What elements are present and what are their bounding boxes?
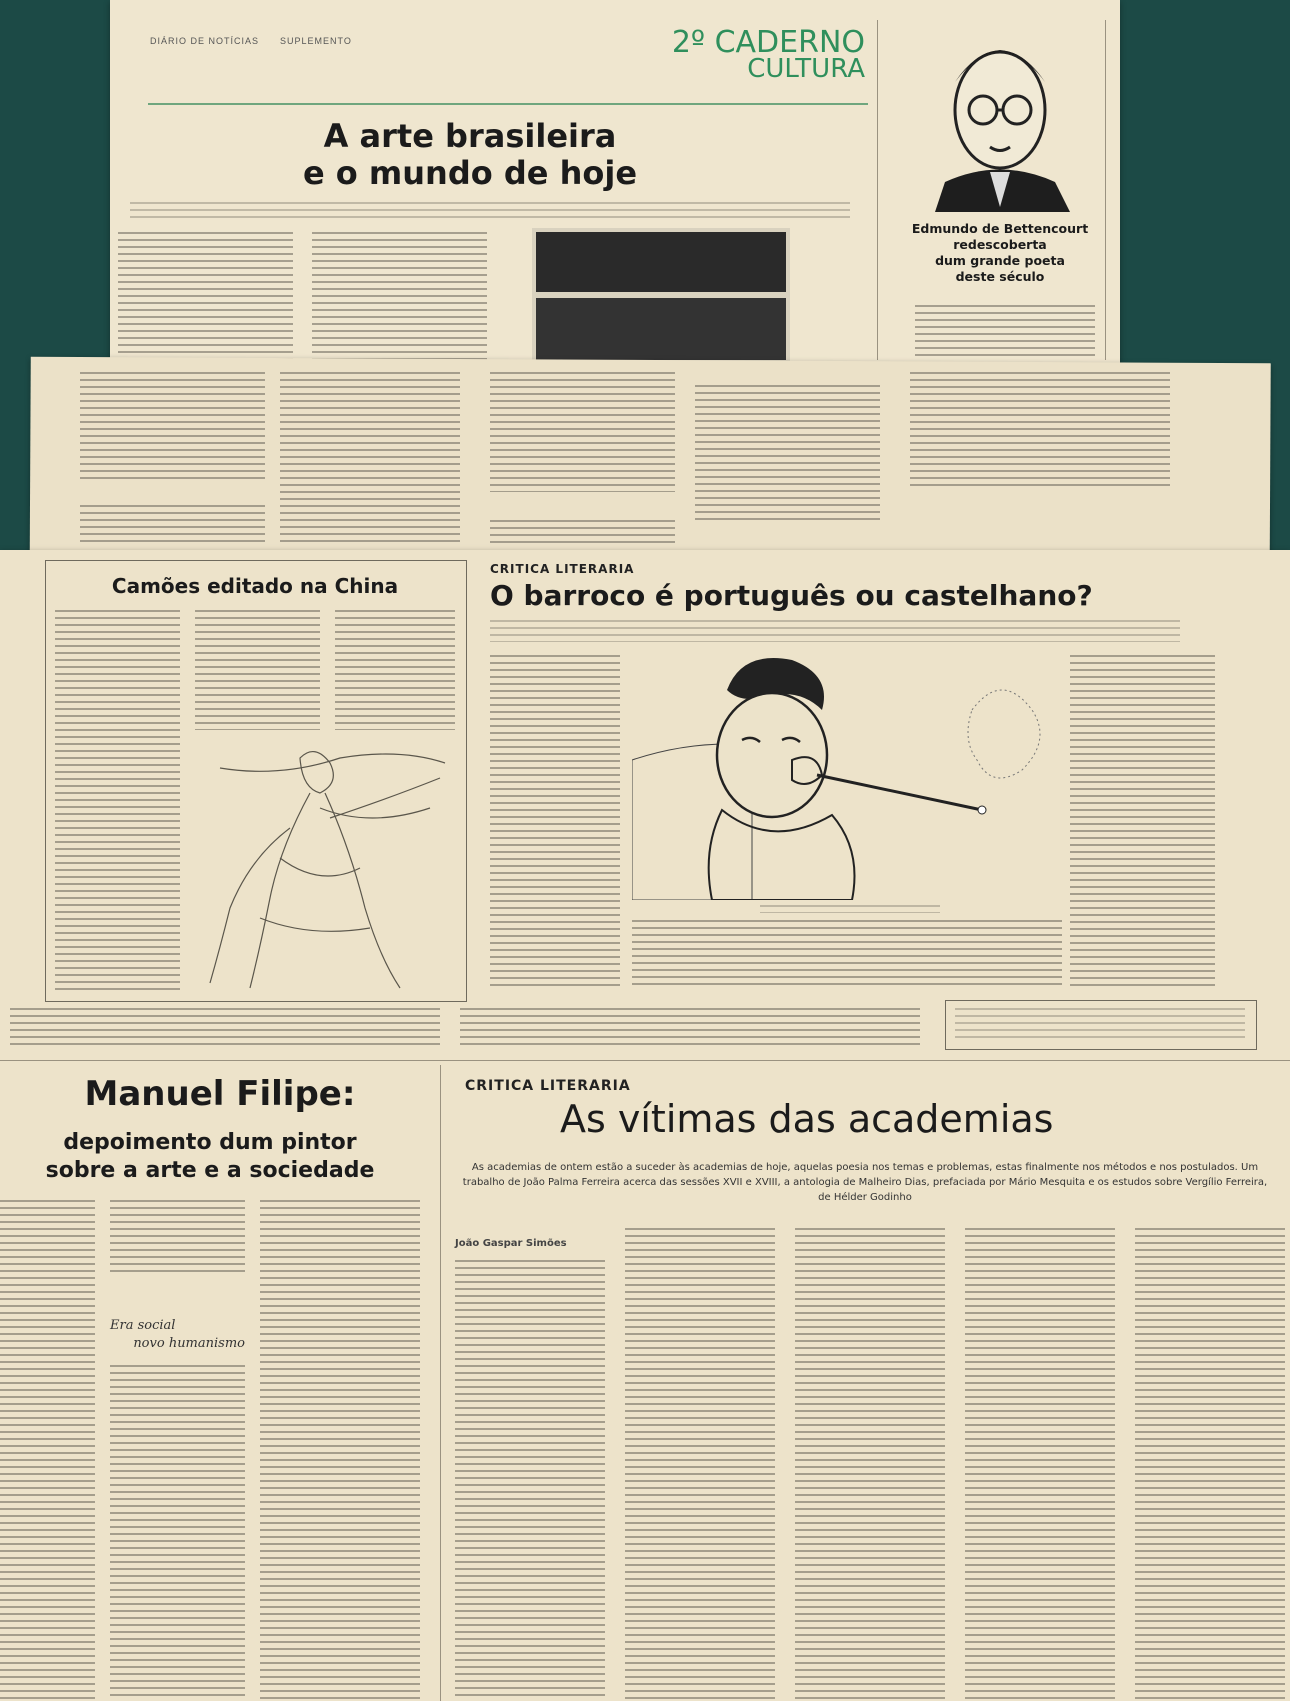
headline-bettencourt-4: deste século: [955, 269, 1045, 284]
text-column: [260, 1200, 420, 1700]
sub-filipe-1: depoimento dum pintor: [63, 1130, 357, 1155]
headline-filipe: Manuel Filipe:: [84, 1074, 356, 1114]
section-caderno: 2º CADERNO: [671, 25, 865, 60]
text-column: [0, 1200, 95, 1700]
byline-vitimas: João Gaspar Simões: [455, 1238, 567, 1249]
headline-camoes: Camões editado na China: [111, 574, 399, 598]
text-column: [795, 1228, 945, 1700]
text-column: [80, 505, 265, 545]
headline-arte-line1: A arte brasileira: [323, 117, 617, 155]
section-rule: [148, 103, 868, 105]
text-column: [1070, 655, 1215, 990]
inner-head-filipe-2: novo humanismo: [133, 1336, 245, 1351]
text-column: [632, 920, 1062, 990]
text-column: [110, 1200, 245, 1275]
text-column: [915, 305, 1095, 360]
kicker-barroco: CRITICA LITERARIA: [490, 562, 635, 576]
text-column: [335, 610, 455, 730]
text-column: [490, 372, 675, 492]
text-column: [280, 372, 460, 542]
text-column: [55, 610, 180, 995]
text-column: [118, 232, 293, 362]
author-caricature: [632, 650, 1062, 900]
text-column: [490, 655, 620, 990]
headline-vitimas: As vítimas das academias: [560, 1097, 1054, 1141]
text-column: [695, 385, 880, 525]
headline-bettencourt-2: redescoberta: [953, 237, 1047, 252]
deck-vitimas: As academias de ontem estão a suceder às academias de hoje, aquelas poesia nos temas e problemas, estas finalmente nos métodos e nos postulados. Um trabalho de João Palma Ferreira acerca das sessões XVII e XVIII, a antologia de Malheiro Dias, prefaciada por Mário Mesquita e os estudos sobre Vergílio Ferreira, de Hélder Godinho: [462, 1162, 1268, 1203]
woman-sketch: [190, 738, 455, 993]
deck-arte: [130, 202, 850, 218]
text-column: [10, 1008, 440, 1048]
text-column: [1135, 1228, 1285, 1700]
inner-head-filipe-1: Era social: [110, 1318, 176, 1333]
text-column: [490, 520, 675, 545]
headline-barroco: O barroco é português ou castelhano?: [490, 579, 1093, 612]
poet-caricature: [905, 22, 1095, 212]
text-column: [625, 1228, 775, 1700]
text-column: [80, 372, 265, 482]
headline-arte-line2: e o mundo de hoje: [302, 154, 638, 192]
text-column: [312, 232, 487, 362]
text-column: [195, 610, 320, 730]
sub-filipe-2: sobre a arte e a sociedade: [45, 1158, 375, 1183]
text-column: [460, 1008, 920, 1048]
masthead-mid: SUPLEMENTO: [280, 36, 352, 46]
masthead-left: DIÁRIO DE NOTÍCIAS: [150, 36, 260, 46]
text-column: [455, 1260, 605, 1700]
painting-image: [532, 228, 790, 363]
text-column: [965, 1228, 1115, 1700]
kicker-vitimas: CRITICA LITERARIA: [465, 1078, 631, 1094]
text-column: [955, 1008, 1245, 1040]
text-column: [910, 372, 1170, 487]
deck-barroco: [490, 620, 1180, 642]
caption-barroco: [760, 905, 940, 913]
section-cultura: CULTURA: [747, 54, 865, 84]
headline-bettencourt-3: dum grande poeta: [935, 253, 1065, 268]
text-column: [110, 1365, 245, 1700]
headline-bettencourt-1: Edmundo de Bettencourt: [911, 221, 1089, 236]
